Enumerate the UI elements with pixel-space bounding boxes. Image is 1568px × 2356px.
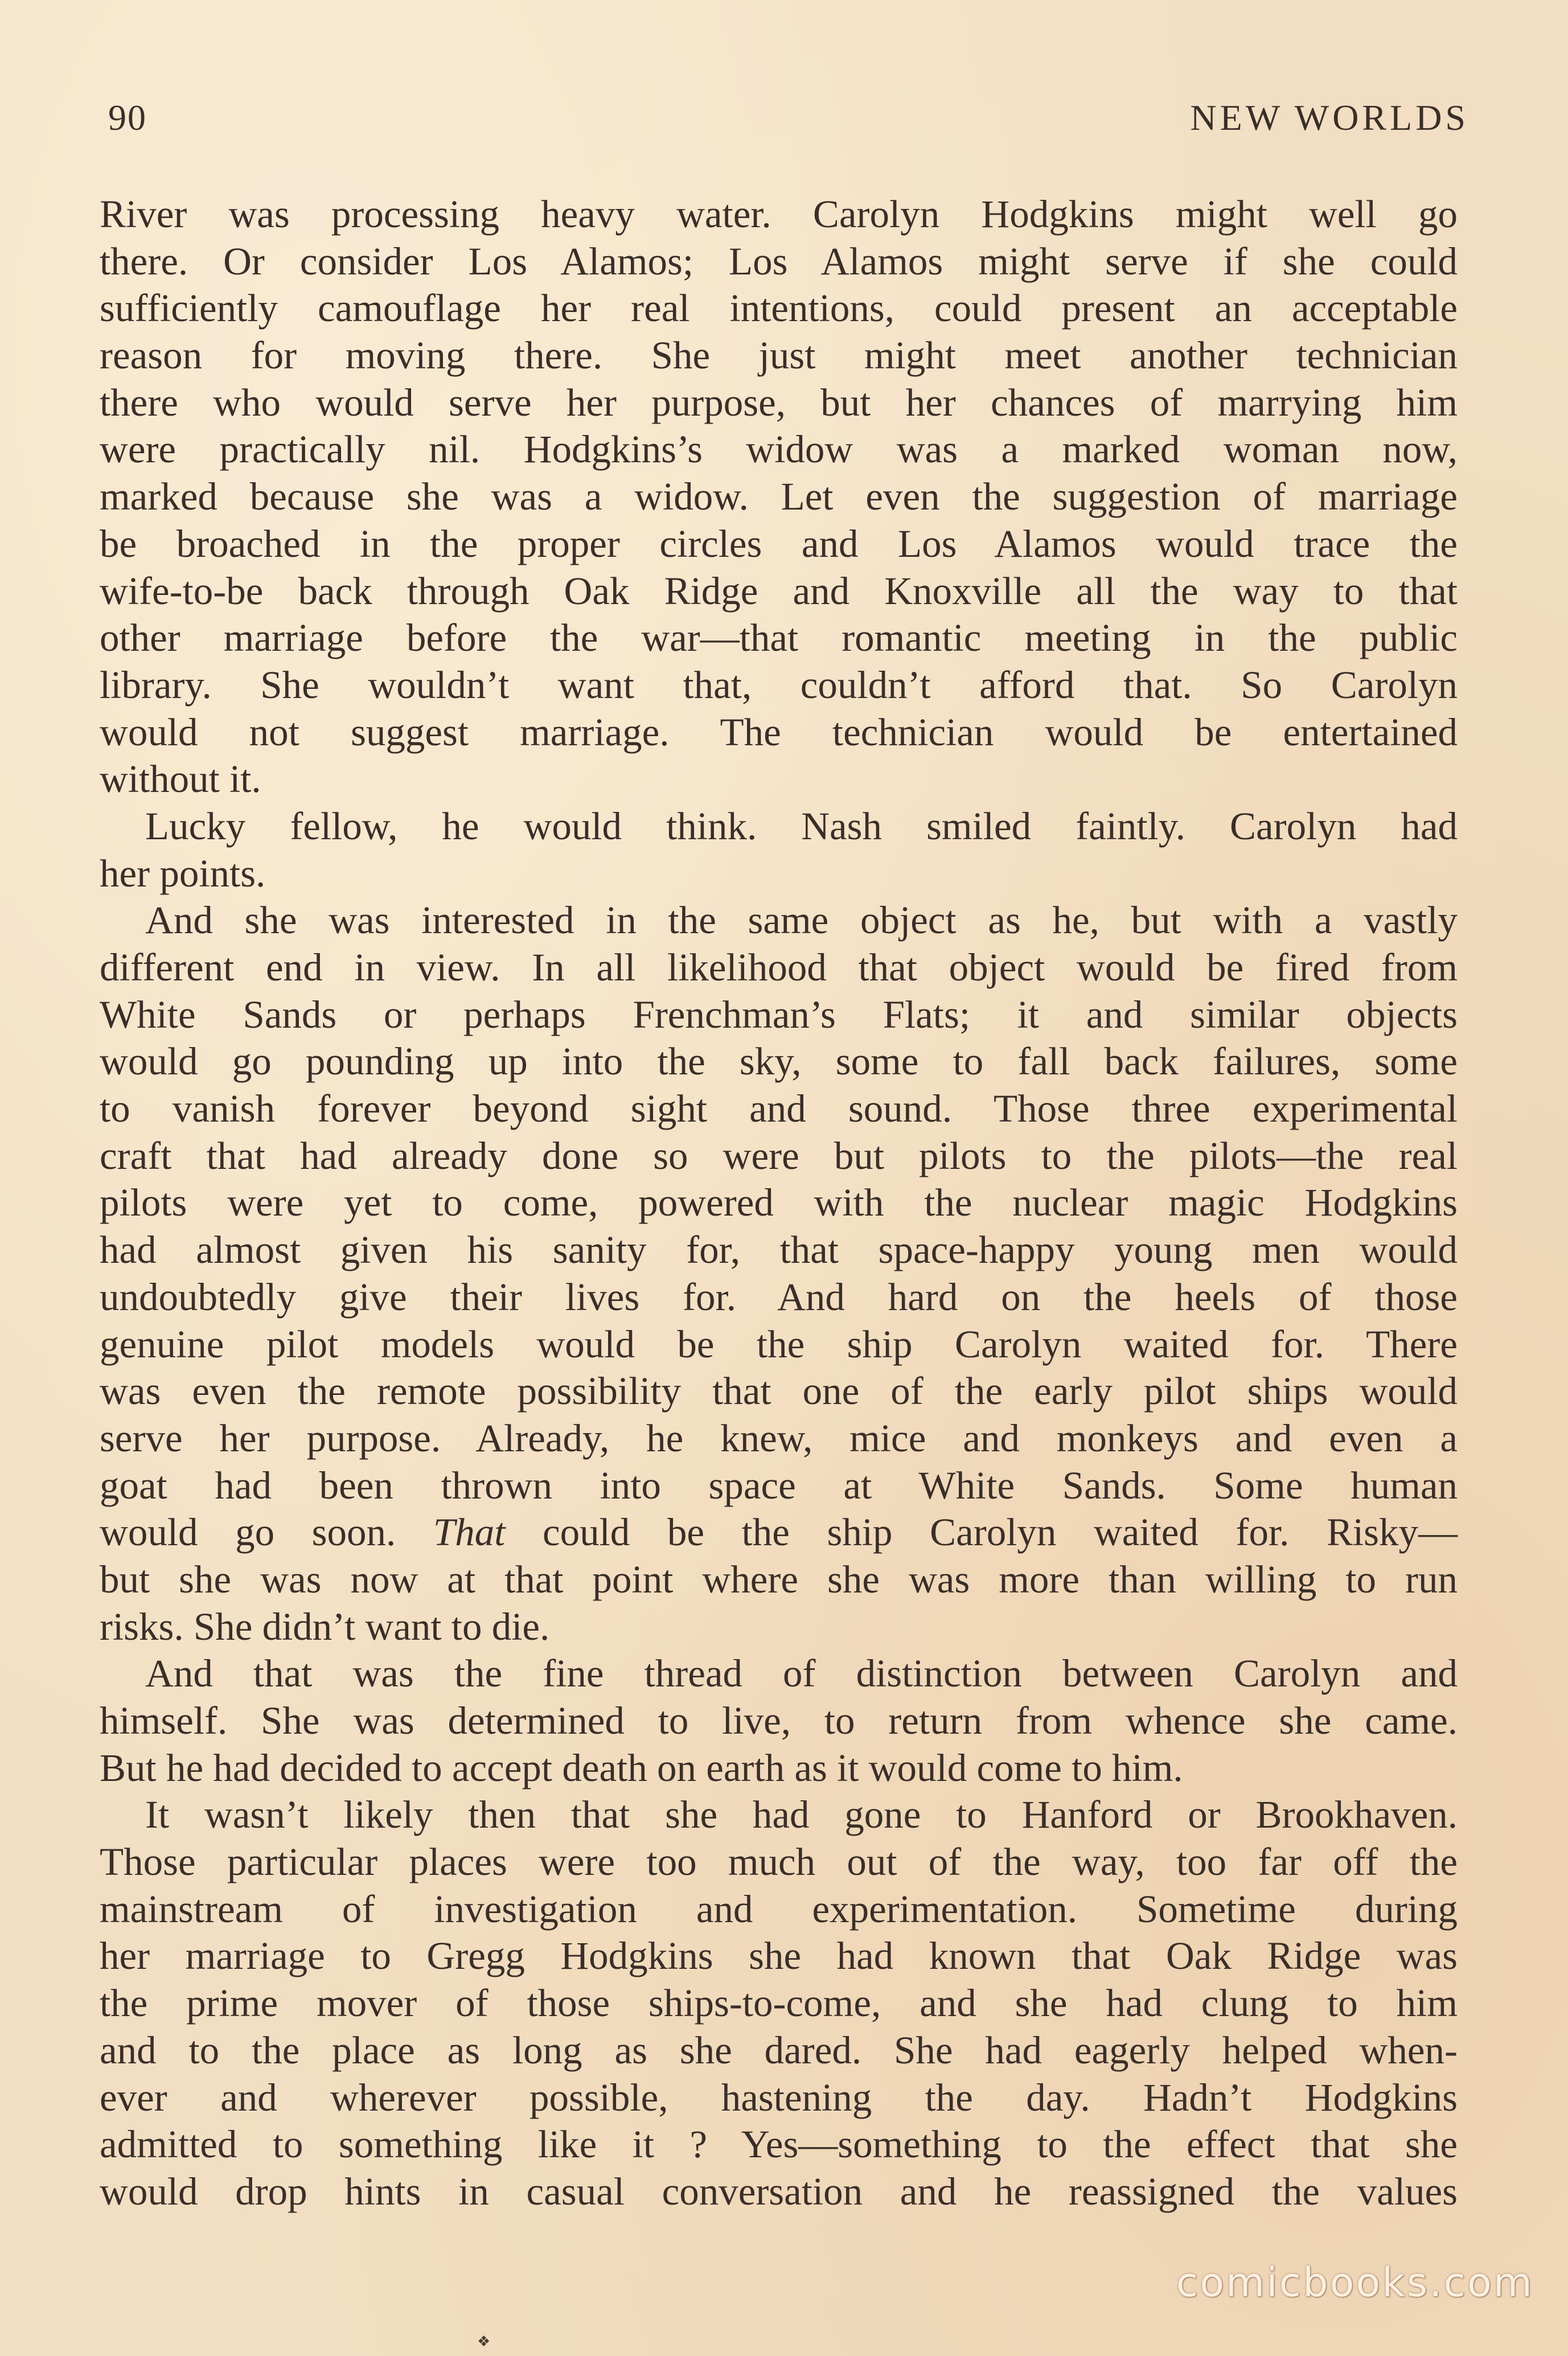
- text-line: different end in view. In all likelihood that object would be fired from: [100, 946, 1458, 989]
- watermark: comicbooks.com: [1176, 2259, 1534, 2306]
- text-line: to vanish forever beyond sight and sound. Those three experimental: [100, 1087, 1458, 1131]
- text-line: and to the place as long as she dared. She had eagerly helped when-: [100, 2028, 1458, 2072]
- italic-word: That: [433, 1511, 506, 1554]
- text-line: White Sands or perhaps Frenchman’s Flats; it and similar objects: [100, 992, 1458, 1036]
- text-line: were practically nil. Hodgkins’s widow was a marked woman now,: [100, 428, 1458, 471]
- text-line: But he had decided to accept death on earth as it would come to him.: [100, 1746, 1183, 1789]
- text-line: had almost given his sanity for, that space-happy young men would: [100, 1228, 1458, 1272]
- text-line: River was processing heavy water. Carolyn Hodgkins might well go: [100, 192, 1458, 236]
- text-line: mainstream of investigation and experimentation. Sometime during: [100, 1887, 1458, 1931]
- text-line: admitted to something like it ? Yes—something to the effect that she: [100, 2123, 1458, 2166]
- text-line: craft that had already done so were but pilots to the pilots—the real: [100, 1134, 1458, 1177]
- text-line: would drop hints in casual conversation and he reassigned the values: [100, 2169, 1458, 2213]
- text-fragment: would go soon.: [100, 1511, 396, 1554]
- running-title: NEW WORLDS: [1190, 97, 1469, 138]
- text-line: wife-to-be back through Oak Ridge and Knoxville all the way to that: [100, 569, 1458, 613]
- text-line: the prime mover of those ships-to-come, and she had clung to him: [100, 1981, 1458, 2025]
- text-line: was even the remote possibility that one of the early pilot ships would: [100, 1369, 1458, 1413]
- text-line: And that was the fine thread of distinction between Carolyn and: [145, 1652, 1458, 1696]
- text-line: other marriage before the war—that romantic meeting in the public: [100, 616, 1458, 660]
- ornament-mark: ❖: [477, 2333, 491, 2350]
- text-line: It wasn’t likely then that she had gone to Hanford or Brookhaven.: [145, 1793, 1458, 1837]
- text-line: himself. She was determined to live, to return from whence she came.: [100, 1699, 1458, 1742]
- text-line: Lucky fellow, he would think. Nash smiled faintly. Carolyn had: [145, 804, 1458, 848]
- running-head: [108, 97, 1469, 154]
- text-line: [100, 1509, 1458, 1556]
- page-number: 90: [108, 97, 147, 138]
- text-line: serve her purpose. Already, he knew, mice and monkeys and even a: [100, 1416, 1458, 1460]
- text-fragment: could be the ship Carolyn waited for. Risky—: [543, 1511, 1458, 1554]
- text-line: there. Or consider Los Alamos; Los Alamos might serve if she could: [100, 239, 1458, 283]
- text-line: genuine pilot models would be the ship Carolyn waited for. There: [100, 1322, 1458, 1366]
- text-line: marked because she was a widow. Let even the suggestion of marriage: [100, 475, 1458, 519]
- text-line: but she was now at that point where she was more than willing to run: [100, 1557, 1458, 1601]
- text-line: sufficiently camouflage her real intentions, could present an acceptable: [100, 286, 1458, 330]
- text-line: pilots were yet to come, powered with the nuclear magic Hodgkins: [100, 1181, 1458, 1225]
- text-line: would not suggest marriage. The technician would be entertained: [100, 710, 1458, 754]
- text-line: goat had been thrown into space at White Sands. Some human: [100, 1463, 1458, 1507]
- text-line: without it.: [100, 757, 261, 801]
- text-line: would go pounding up into the sky, some to fall back failures, some: [100, 1040, 1458, 1083]
- text-line: risks. She didn’t want to die.: [100, 1604, 550, 1648]
- text-line: her points.: [100, 851, 266, 895]
- text-line: reason for moving there. She just might meet another technician: [100, 334, 1458, 377]
- text-line: her marriage to Gregg Hodgkins she had known that Oak Ridge was: [100, 1934, 1458, 1978]
- text-line: And she was interested in the same object as he, but with a vastly: [145, 898, 1458, 942]
- text-line: undoubtedly give their lives for. And hard on the heels of those: [100, 1275, 1458, 1319]
- text-line: Those particular places were too much out of the way, too far off the: [100, 1840, 1458, 1884]
- text-line: ever and wherever possible, hastening the day. Hadn’t Hodgkins: [100, 2075, 1458, 2119]
- body-text: [100, 191, 1458, 2215]
- text-line: library. She wouldn’t want that, couldn’t afford that. So Carolyn: [100, 663, 1458, 707]
- text-line: there who would serve her purpose, but her chances of marrying him: [100, 380, 1458, 424]
- text-line: be broached in the proper circles and Los Alamos would trace the: [100, 522, 1458, 565]
